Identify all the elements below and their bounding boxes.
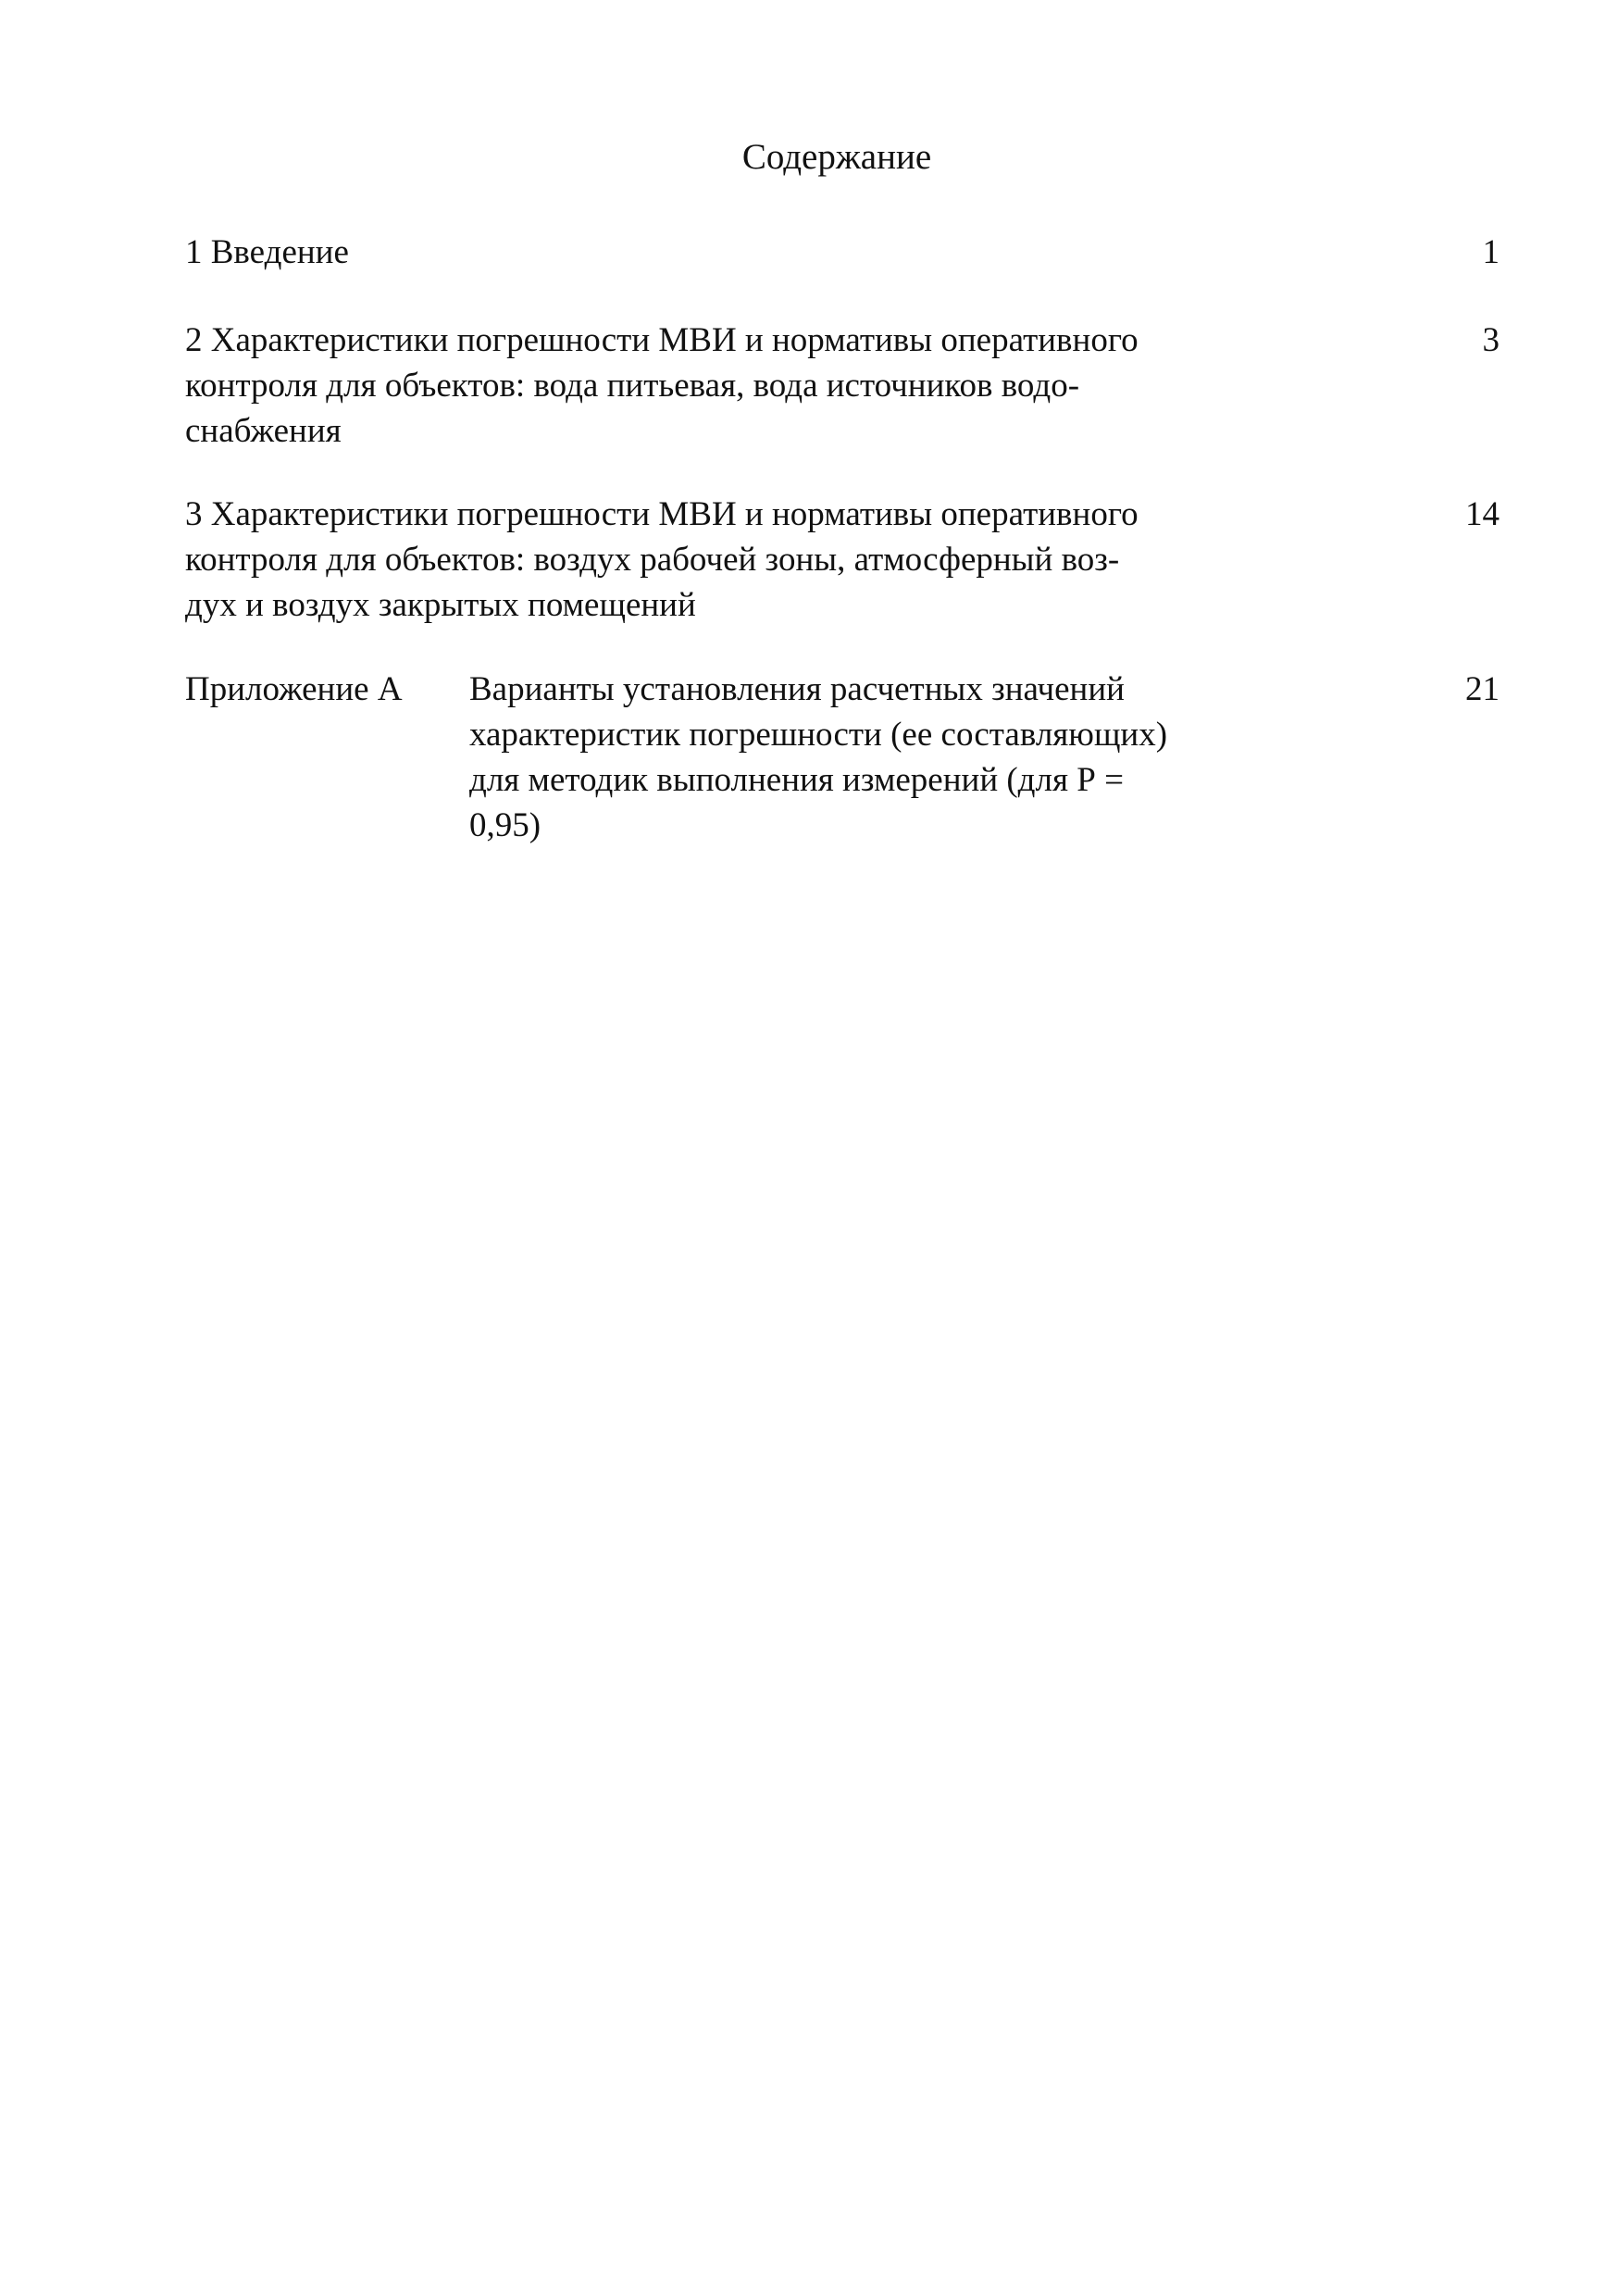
toc-entry-line: характеристик погрешности (ее составляющих) (469, 716, 1168, 754)
toc-entry-page-number: 1 (1482, 233, 1500, 271)
toc-entry-line: 0,95) (469, 806, 541, 844)
toc-entry-line: снабжения (185, 412, 342, 450)
toc-entry-page-number: 21 (1465, 670, 1500, 708)
toc-entry-text (185, 318, 1277, 454)
toc-entry-page-number: 14 (1465, 495, 1500, 533)
toc-entry-line: контроля для объектов: воздух рабочей зоны, атмосферный воз- (185, 541, 1120, 579)
appendix-label: Приложение А (185, 670, 403, 708)
toc-entry-line: дух и воздух закрытых помещений (185, 586, 696, 624)
toc-entry-line: контроля для объектов: вода питьевая, вода источников водо- (185, 367, 1080, 405)
toc-entry-line: Варианты установления расчетных значений (469, 670, 1125, 708)
toc-entry-text (185, 230, 1277, 275)
toc-entry-line: 3 Характеристики погрешности МВИ и нормативы оперативного (185, 495, 1139, 533)
toc-entry-line: для методик выполнения измерений (для Р = (469, 761, 1124, 799)
toc-entry-line: 1 Введение (185, 233, 349, 271)
toc-title: Содержание (741, 137, 932, 177)
toc-entry-page-number: 3 (1482, 321, 1500, 359)
toc-entry-text (469, 667, 1275, 848)
toc-entry-line: 2 Характеристики погрешности МВИ и нормативы оперативного (185, 321, 1139, 359)
toc-entry-text (185, 492, 1277, 628)
